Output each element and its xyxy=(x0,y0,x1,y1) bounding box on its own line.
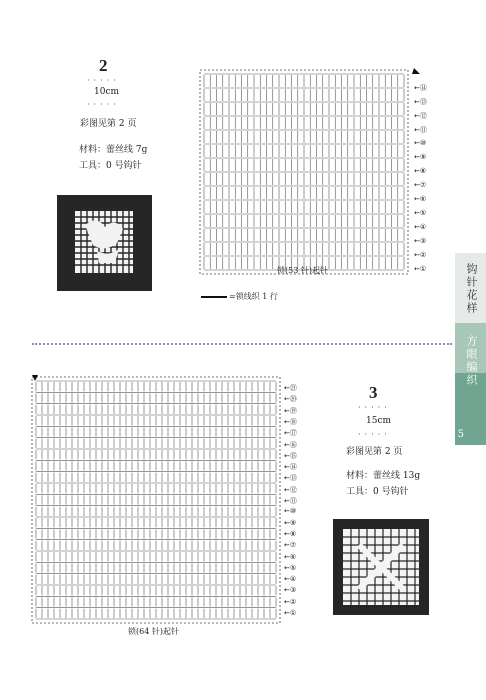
pattern-2-chain-label: 锁(53 针)起针 xyxy=(277,266,328,275)
pattern-2-size: 10cm xyxy=(94,87,120,97)
pattern-3-chain-label: 锁(64 针)起针 xyxy=(128,627,179,636)
pattern-3-size: 15cm xyxy=(366,416,392,426)
row-number: ←① xyxy=(284,609,297,617)
row-number: ←⑥ xyxy=(414,195,427,203)
pattern-3-tool: 工具：0 号钩针 xyxy=(346,487,409,497)
row-number: ←㉑ xyxy=(284,384,297,392)
row-number: ←⑬ xyxy=(284,474,297,483)
row-number: ←⑰ xyxy=(284,429,297,438)
legend-line xyxy=(201,296,227,298)
pattern-2-chart xyxy=(192,60,438,290)
row-number: ←⑨ xyxy=(414,153,427,161)
legend-text: =锁线织 1 行 xyxy=(229,292,278,301)
row-number: ←③ xyxy=(414,237,427,245)
row-number: ←⑤ xyxy=(414,209,427,217)
row-number: ←⑨ xyxy=(284,518,297,527)
row-number: ←⑤ xyxy=(284,563,297,572)
row-number: ←③ xyxy=(284,586,297,595)
row-number: ←⑧ xyxy=(284,529,297,538)
row-number: ←⑫ xyxy=(284,485,297,494)
row-number: ←⑩ xyxy=(284,507,297,516)
dotted-separator: ····· xyxy=(358,430,391,439)
row-number: ←⑦ xyxy=(284,541,297,550)
pattern-3-photo xyxy=(333,519,429,615)
row-number: ←⑪ xyxy=(414,126,427,134)
row-number: ←⑯ xyxy=(284,440,297,449)
row-number: ←⑫ xyxy=(414,112,427,120)
sidebar-title-2: 方眼编织 xyxy=(465,335,478,387)
dotted-separator: ····· xyxy=(358,403,391,412)
dotted-divider xyxy=(32,343,452,345)
pattern-3-material: 材料：蕾丝线 13g xyxy=(346,471,421,481)
pattern-2-tool: 工具：0 号钩针 xyxy=(79,161,142,171)
page-number: 5 xyxy=(457,429,464,440)
sidebar-title-1: 钩针花样 xyxy=(465,263,478,315)
row-number: ←⑮ xyxy=(284,451,297,460)
row-number: ←⑦ xyxy=(414,181,427,189)
row-number: ←⑳ xyxy=(284,395,297,404)
sidebar-tab xyxy=(455,253,486,445)
pattern-3-number: 3 xyxy=(369,383,378,402)
row-number: ←⑧ xyxy=(414,167,427,175)
pattern-3-chart xyxy=(30,375,288,631)
row-number: ←⑭ xyxy=(284,463,297,472)
row-number: ←② xyxy=(284,597,297,606)
pattern-2-color-ref: 彩图见第 2 页 xyxy=(80,119,137,129)
row-number: ←⑩ xyxy=(414,139,427,147)
pattern-3-color-ref: 彩图见第 2 页 xyxy=(346,447,403,457)
pattern-2-material: 材料：蕾丝线 7g xyxy=(79,145,148,155)
row-number: ←④ xyxy=(284,575,297,584)
row-number: ←⑲ xyxy=(284,406,297,415)
row-number: ←⑱ xyxy=(284,417,297,426)
dotted-separator: ····· xyxy=(87,100,120,109)
row-number: ←⑪ xyxy=(284,497,297,505)
pattern-2-number: 2 xyxy=(99,56,108,75)
row-number: ←⑬ xyxy=(414,98,427,106)
row-number: ←⑥ xyxy=(284,552,297,561)
row-number: ←① xyxy=(414,265,427,273)
row-number: ←⑭ xyxy=(414,84,427,92)
dotted-separator: ····· xyxy=(87,76,120,85)
row-number: ←④ xyxy=(414,223,427,231)
pattern-2-photo xyxy=(57,195,152,291)
row-number: ←② xyxy=(414,251,427,259)
